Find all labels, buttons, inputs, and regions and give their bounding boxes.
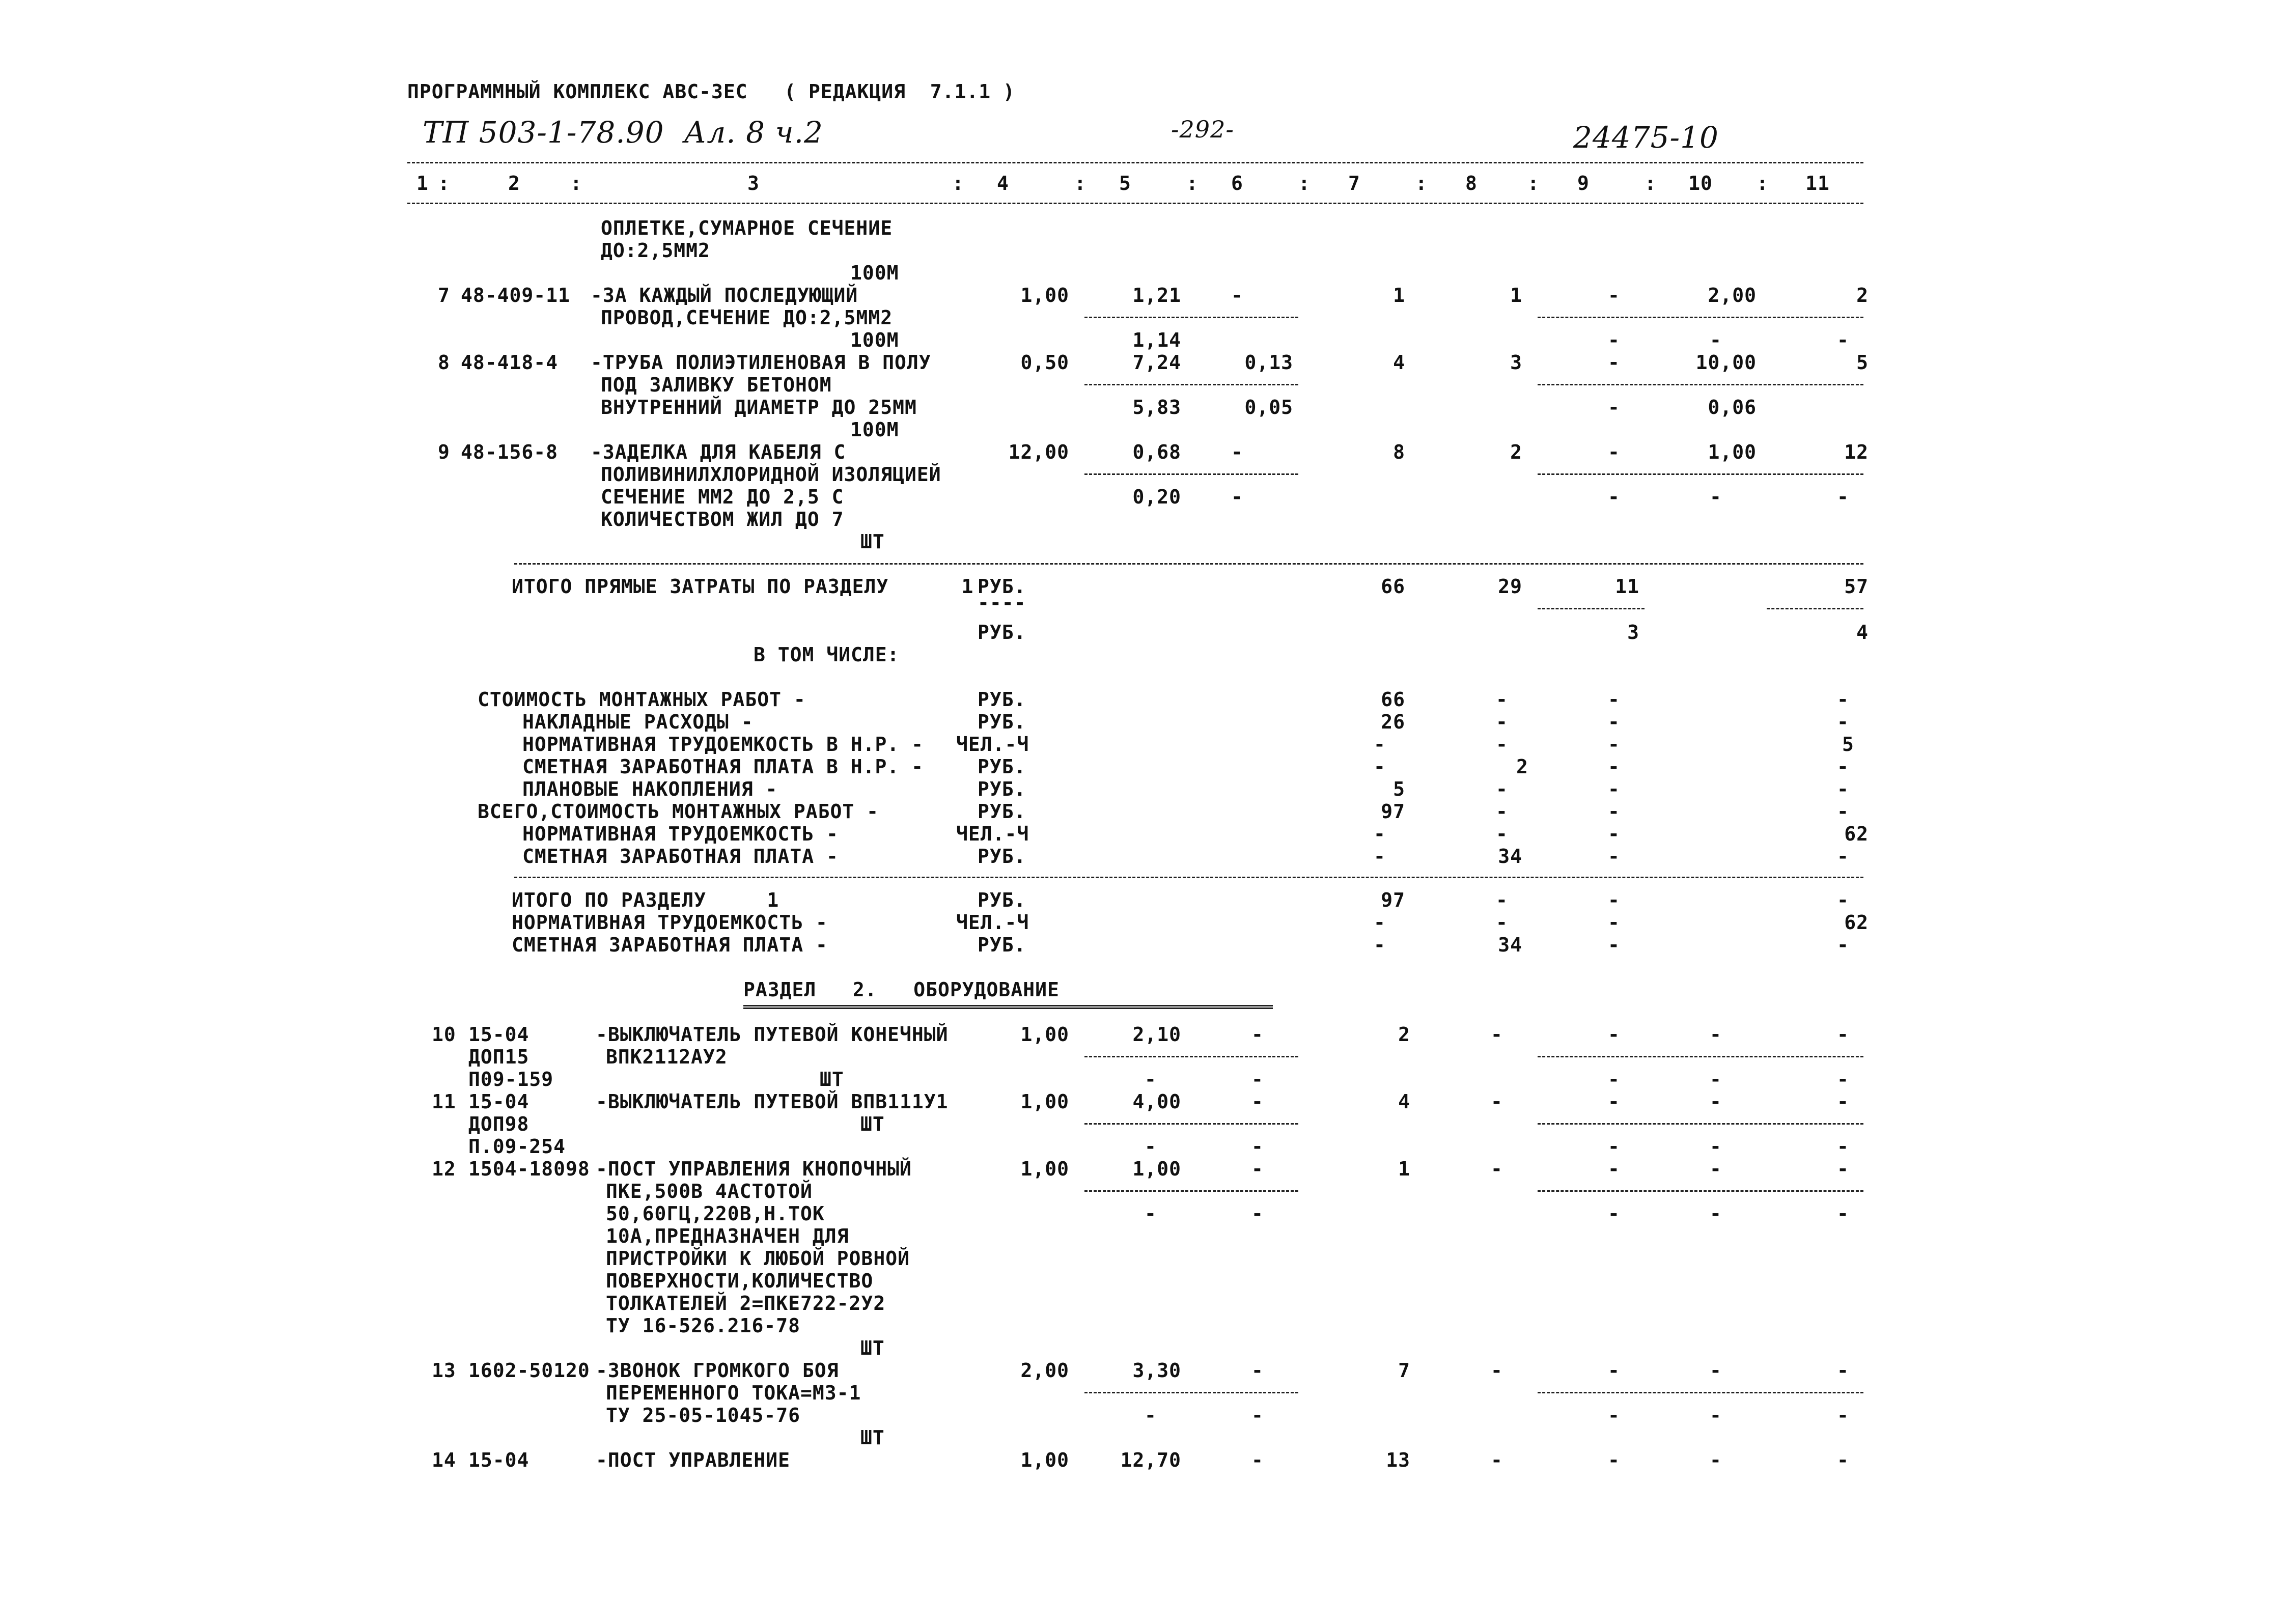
cell-s6: - [1251, 1135, 1264, 1158]
col-sep: : [1298, 172, 1311, 194]
cell-c10: - [1710, 1090, 1722, 1113]
cell-c8: - [1491, 1359, 1503, 1382]
row-desc: СЕЧЕНИЕ ММ2 ДО 2,5 С [601, 486, 844, 508]
cell-c6: 0,13 [1244, 351, 1293, 374]
cell-c8: - [1496, 911, 1508, 934]
cell-c9: - [1608, 351, 1620, 374]
row-desc: -ЗА КАЖДЫЙ ПОСЛЕДУЮЩИЙ [591, 284, 858, 306]
section-2-title: РАЗДЕЛ 2. ОБОРУДОВАНИЕ [743, 978, 1060, 1001]
row-desc: -ЗАДЕЛКА ДЛЯ КАБЕЛЯ С [591, 441, 846, 463]
row-desc: -ПОСТ УПРАВЛЕНИЯ КНОПОЧНЫЙ [596, 1158, 912, 1180]
breakdown-unit: ЧЕЛ.-Ч [956, 733, 1029, 755]
cell-c7: 97 [1381, 800, 1405, 823]
row-number: 7 [438, 284, 450, 306]
totals-dash: ---- [978, 592, 1026, 614]
cell-c11: - [1837, 1023, 1849, 1046]
cell-c7: 1 [1393, 284, 1405, 306]
cell-c7: 66 [1381, 688, 1405, 711]
cell-c9: - [1608, 911, 1620, 934]
row-unit: ШТ [820, 1068, 844, 1090]
col-sep: : [1415, 172, 1428, 194]
cell-c6: - [1251, 1090, 1264, 1113]
header-rule-top [407, 162, 1863, 163]
cell-s5: - [1145, 1068, 1157, 1090]
totals-label: ИТОГО ПРЯМЫЕ ЗАТРАТЫ ПО РАЗДЕЛУ 1 [512, 575, 974, 598]
cell-c10: - [1710, 1023, 1722, 1046]
cell-c9: - [1608, 688, 1620, 711]
col-9: 9 [1577, 172, 1590, 194]
cell-s6: - [1231, 486, 1243, 508]
cell-s6: - [1251, 1404, 1264, 1426]
cell-c7: 4 [1393, 351, 1405, 374]
cell-c7: 13 [1386, 1449, 1410, 1471]
row-number: 13 [432, 1359, 456, 1382]
cell-c6: - [1231, 441, 1243, 463]
sub-rule [1084, 1123, 1298, 1125]
sub-rule [1538, 317, 1863, 318]
row-number: 12 [432, 1158, 456, 1180]
col-4: 4 [997, 172, 1009, 194]
breakdown-unit: РУБ. [978, 845, 1026, 867]
cell-s10: 0,06 [1708, 396, 1757, 418]
col-sep: : [1186, 172, 1199, 194]
cell-c9: - [1608, 755, 1620, 778]
cell-s9: - [1608, 1068, 1620, 1090]
cell-c9: - [1608, 1158, 1620, 1180]
section-2-underline [743, 1005, 1273, 1009]
cell-s10: - [1710, 1068, 1722, 1090]
row-desc: ВПК2112АУ2 [606, 1046, 728, 1068]
breakdown-label: ВСЕГО,СТОИМОСТЬ МОНТАЖНЫХ РАБОТ - [478, 800, 879, 823]
row-code: 1504-18098 [468, 1158, 590, 1180]
cell-s5: - [1145, 1202, 1157, 1225]
row-code: ДОП15 [468, 1046, 530, 1068]
cell-s9: - [1608, 1202, 1620, 1225]
cell-c9: - [1608, 1449, 1620, 1471]
cell-c6: - [1231, 284, 1243, 306]
row-desc: ПОВЕРХНОСТИ,КОЛИЧЕСТВО [606, 1270, 874, 1292]
cell-c11: 2 [1856, 284, 1869, 306]
cell-c6: - [1251, 1449, 1264, 1471]
breakdown-unit: РУБ. [978, 755, 1026, 778]
cell-c8: - [1496, 778, 1508, 800]
cell-s11: - [1837, 1135, 1849, 1158]
row-desc: ПКЕ,500В 4АСТОТОЙ [606, 1180, 813, 1202]
cell-c9: - [1608, 889, 1620, 911]
cell-c7: - [1374, 733, 1386, 755]
col-1: 1 [416, 172, 429, 194]
cell-c8: 3 [1510, 351, 1522, 374]
cell-c5: 12,70 [1120, 1449, 1181, 1471]
cell-c4: 12,00 [1008, 441, 1069, 463]
cell-c6: - [1251, 1158, 1264, 1180]
cell-c8: - [1496, 823, 1508, 845]
cell-c7: - [1374, 911, 1386, 934]
row-desc: -ЗВОНОК ГРОМКОГО БОЯ [596, 1359, 839, 1382]
cell-c11: - [1837, 845, 1849, 867]
row-0-desc-2: ДО:2,5ММ2 [601, 239, 710, 262]
cell-c4: 1,00 [1020, 1158, 1069, 1180]
cell-c8: 2 [1510, 441, 1522, 463]
cell-c11: - [1837, 1090, 1849, 1113]
cell-c11: - [1837, 688, 1849, 711]
col-8: 8 [1465, 172, 1478, 194]
cell-c10: - [1710, 1158, 1722, 1180]
sub-rule [1538, 1056, 1863, 1057]
cell-s10: - [1710, 1404, 1722, 1426]
cell-c9: - [1608, 733, 1620, 755]
cell-c8: - [1496, 688, 1508, 711]
cell-c7: 5 [1393, 778, 1405, 800]
row-code: 15-04 [468, 1023, 530, 1046]
cell-s11: - [1837, 1404, 1849, 1426]
row-desc: 10А,ПРЕДНАЗНАЧЕН ДЛЯ [606, 1225, 849, 1247]
cell-c10: 1,00 [1708, 441, 1757, 463]
cell-s5: 5,83 [1132, 396, 1181, 418]
sub-rule [1084, 1056, 1298, 1057]
totals-unit-2: РУБ. [978, 621, 1026, 643]
cell-c9: - [1608, 1090, 1620, 1113]
row-desc: -ВЫКЛЮЧАТЕЛЬ ПУТЕВОЙ ВПВ111У1 [596, 1090, 949, 1113]
totals-label: НОРМАТИВНАЯ ТРУДОЕМКОСТЬ - [512, 911, 828, 934]
cell-c8: - [1496, 711, 1508, 733]
cell-c7: 8 [1393, 441, 1405, 463]
sub-rule [1538, 1123, 1863, 1125]
cell-s5: 1,14 [1132, 329, 1181, 351]
row-number: 10 [432, 1023, 456, 1046]
row-unit: ШТ [860, 1426, 885, 1449]
row-number: 11 [432, 1090, 456, 1113]
sub-rule [1538, 1190, 1863, 1192]
sub-rule [1538, 384, 1863, 385]
cell-s9: - [1608, 329, 1620, 351]
cell-c11: - [1837, 711, 1849, 733]
col-7: 7 [1348, 172, 1360, 194]
totals-label: СМЕТНАЯ ЗАРАБОТНАЯ ПЛАТА - [512, 934, 828, 956]
cell-c10: - [1710, 1359, 1722, 1382]
cell-c11: 5 [1842, 733, 1854, 755]
cell-c11: - [1837, 800, 1849, 823]
cell-c9: - [1608, 778, 1620, 800]
sub-rule [1084, 384, 1298, 385]
sub-rule [1084, 317, 1298, 318]
col-6: 6 [1231, 172, 1243, 194]
breakdown-unit: РУБ. [978, 688, 1026, 711]
cell-c9: - [1608, 823, 1620, 845]
col-sep: : [1645, 172, 1657, 194]
cell-c6: - [1251, 1023, 1264, 1046]
cell-c7: 2 [1398, 1023, 1410, 1046]
row-code: П.09-254 [468, 1135, 566, 1158]
cell-c9b: 3 [1627, 621, 1639, 643]
row-code: 48-156-8 [461, 441, 559, 463]
cell-s9: - [1608, 486, 1620, 508]
cell-c9: - [1608, 1023, 1620, 1046]
cell-c7: 7 [1398, 1359, 1410, 1382]
row-code: 1602-50120 [468, 1359, 590, 1382]
cell-c11: - [1837, 1158, 1849, 1180]
col-5: 5 [1119, 172, 1131, 194]
cell-s9: - [1608, 1135, 1620, 1158]
cell-s9: - [1608, 1404, 1620, 1426]
cell-c4: 2,00 [1020, 1359, 1069, 1382]
breakdown-label: СМЕТНАЯ ЗАРАБОТНАЯ ПЛАТА В Н.Р. - [522, 755, 924, 778]
breakdown-label: СТОИМОСТЬ МОНТАЖНЫХ РАБОТ - [478, 688, 806, 711]
row-code: 15-04 [468, 1449, 530, 1471]
header-rule-bottom [407, 203, 1863, 204]
row-desc: ПЕРЕМЕННОГО ТОКА=МЗ-1 [606, 1382, 861, 1404]
cell-c9: - [1608, 711, 1620, 733]
cell-c8: - [1496, 889, 1508, 911]
cell-c4: 0,50 [1020, 351, 1069, 374]
row-desc: ТОЛКАТЕЛЕЙ 2=ПКЕ722-2У2 [606, 1292, 886, 1314]
cell-c8: - [1496, 733, 1508, 755]
section-rule [514, 877, 1863, 878]
cell-c7: 97 [1381, 889, 1405, 911]
cell-c7: - [1374, 845, 1386, 867]
cell-c11: - [1837, 1359, 1849, 1382]
row-desc: ПОД ЗАЛИВКУ БЕТОНОМ [601, 374, 832, 396]
cell-c5: 2,10 [1132, 1023, 1181, 1046]
cell-c11: 12 [1844, 441, 1869, 463]
cell-c5: 4,00 [1132, 1090, 1181, 1113]
col-sep: : [570, 172, 582, 194]
cell-c5: 3,30 [1132, 1359, 1181, 1382]
cell-c8: 2 [1516, 755, 1528, 778]
cell-c11: - [1837, 889, 1849, 911]
breakdown-unit: РУБ. [978, 778, 1026, 800]
section-rule [514, 563, 1863, 565]
cell-c8: 1 [1510, 284, 1522, 306]
col-3: 3 [747, 172, 760, 194]
col-10: 10 [1688, 172, 1713, 194]
cell-s10: - [1710, 486, 1722, 508]
cell-c9: - [1608, 934, 1620, 956]
cell-c11: 62 [1844, 911, 1869, 934]
page-number: -292- [1171, 116, 1234, 143]
row-desc: -ПОСТ УПРАВЛЕНИЕ [596, 1449, 791, 1471]
col-11: 11 [1805, 172, 1830, 194]
breakdown-unit: РУБ. [978, 800, 1026, 823]
cell-c8: - [1491, 1023, 1503, 1046]
cell-s11: - [1837, 329, 1849, 351]
cell-c7: - [1374, 755, 1386, 778]
row-desc: ПРИСТРОЙКИ К ЛЮБОЙ РОВНОЙ [606, 1247, 910, 1270]
totals-unit: РУБ. [978, 934, 1026, 956]
totals-unit: РУБ. [978, 889, 1026, 911]
cell-c8: - [1491, 1449, 1503, 1471]
cell-s11: - [1837, 1068, 1849, 1090]
cell-c7: 4 [1398, 1090, 1410, 1113]
cell-c10: - [1710, 1449, 1722, 1471]
cell-c8: 34 [1498, 934, 1522, 956]
row-desc: ПРОВОД,СЕЧЕНИЕ ДО:2,5ММ2 [601, 306, 893, 329]
breakdown-unit: РУБ. [978, 711, 1026, 733]
cell-s9: - [1608, 396, 1620, 418]
breakdown-label: СМЕТНАЯ ЗАРАБОТНАЯ ПЛАТА - [522, 845, 839, 867]
row-desc: ТУ 16-526.216-78 [606, 1314, 801, 1337]
row-number: 14 [432, 1449, 456, 1471]
row-desc: ПОЛИВИНИЛХЛОРИДНОЙ ИЗОЛЯЦИЕЙ [601, 463, 941, 486]
sub-rule [1084, 1392, 1298, 1393]
row-code: П09-159 [468, 1068, 554, 1090]
breakdown-label: ПЛАНОВЫЕ НАКОПЛЕНИЯ - [522, 778, 778, 800]
row-unit: 100М [850, 329, 899, 351]
cell-c8: - [1491, 1090, 1503, 1113]
row-0-unit: 100М [850, 262, 899, 284]
cell-s11: - [1837, 486, 1849, 508]
col-sep: : [438, 172, 450, 194]
cell-c7: 66 [1381, 575, 1405, 598]
cell-c4: 1,00 [1020, 284, 1069, 306]
cell-c5: 7,24 [1132, 351, 1181, 374]
cell-c11: 62 [1844, 823, 1869, 845]
cell-c7: - [1374, 823, 1386, 845]
sub-rule [1538, 1392, 1863, 1393]
row-code: 48-409-11 [461, 284, 570, 306]
cell-s5: - [1145, 1135, 1157, 1158]
col-sep: : [952, 172, 964, 194]
row-desc: ТУ 25-05-1045-76 [606, 1404, 801, 1426]
row-unit: ШТ [860, 1337, 885, 1359]
cell-c9: - [1608, 284, 1620, 306]
row-desc: КОЛИЧЕСТВОМ ЖИЛ ДО 7 [601, 508, 844, 530]
row-code: 15-04 [468, 1090, 530, 1113]
document-code: 24475-10 [1573, 120, 1719, 155]
row-desc: -ВЫКЛЮЧАТЕЛЬ ПУТЕВОЙ КОНЕЧНЫЙ [596, 1023, 949, 1046]
row-unit: 100М [850, 418, 899, 441]
cell-c11: - [1837, 755, 1849, 778]
cell-s10: - [1710, 1135, 1722, 1158]
row-desc: ВНУТРЕННИЙ ДИАМЕТР ДО 25ММ [601, 396, 917, 418]
col-2: 2 [508, 172, 520, 194]
totals-unit: ЧЕЛ.-Ч [956, 911, 1029, 934]
row-0-desc: ОПЛЕТКЕ,СУМАРНОЕ СЕЧЕНИЕ [601, 217, 893, 239]
breakdown-label: НАКЛАДНЫЕ РАСХОДЫ - [522, 711, 754, 733]
cell-c5: 0,68 [1132, 441, 1181, 463]
col-sep: : [1074, 172, 1086, 194]
cell-c8: - [1491, 1158, 1503, 1180]
col-sep: : [1527, 172, 1540, 194]
row-code: ДОП98 [468, 1113, 530, 1135]
cell-c4: 1,00 [1020, 1449, 1069, 1471]
cell-c8: 34 [1498, 845, 1522, 867]
breakdown-label: НОРМАТИВНАЯ ТРУДОЕМКОСТЬ В Н.Р. - [522, 733, 924, 755]
totals-label: ИТОГО ПО РАЗДЕЛУ 1 [512, 889, 779, 911]
cell-c10: 2,00 [1708, 284, 1757, 306]
cell-c8: 29 [1498, 575, 1522, 598]
row-desc: -ТРУБА ПОЛИЭТИЛЕНОВАЯ В ПОЛУ [591, 351, 931, 374]
including-label: В ТОМ ЧИСЛЕ: [754, 643, 900, 666]
breakdown-unit: ЧЕЛ.-Ч [956, 823, 1029, 845]
sub-rule [1538, 608, 1645, 609]
cell-c9: 11 [1615, 575, 1639, 598]
cell-c4: 1,00 [1020, 1023, 1069, 1046]
cell-c6: - [1251, 1359, 1264, 1382]
cell-c7: - [1374, 934, 1386, 956]
cell-s5: 0,20 [1132, 486, 1181, 508]
cell-c10: 10,00 [1695, 351, 1757, 374]
row-number: 8 [438, 351, 450, 374]
cell-s6: 0,05 [1244, 396, 1293, 418]
cell-c5: 1,00 [1132, 1158, 1181, 1180]
cell-c9: - [1608, 845, 1620, 867]
program-header: ПРОГРАММНЫЙ КОМПЛЕКС АВС-3ЕС ( РЕДАКЦИЯ 7.1.1 ) [407, 80, 1015, 103]
sub-rule [1767, 608, 1863, 609]
breakdown-label: НОРМАТИВНАЯ ТРУДОЕМКОСТЬ - [522, 823, 839, 845]
totals-unit: РУБ. [978, 575, 1026, 598]
cell-c9: - [1608, 441, 1620, 463]
cell-c5: 1,21 [1132, 284, 1181, 306]
row-desc: 50,60ГЦ,220В,Н.ТОК [606, 1202, 825, 1225]
row-code: 48-418-4 [461, 351, 559, 374]
sub-rule [1084, 1190, 1298, 1192]
cell-c7: 26 [1381, 711, 1405, 733]
cell-s11: - [1837, 1202, 1849, 1225]
cell-c11: 5 [1856, 351, 1869, 374]
cell-s5: - [1145, 1404, 1157, 1426]
row-unit: ШТ [860, 1113, 885, 1135]
row-number: 9 [438, 441, 450, 463]
cell-c9: - [1608, 1359, 1620, 1382]
cell-s10: - [1710, 1202, 1722, 1225]
cell-c4: 1,00 [1020, 1090, 1069, 1113]
cell-c11: - [1837, 778, 1849, 800]
row-unit: ШТ [860, 530, 885, 553]
cell-s6: - [1251, 1068, 1264, 1090]
cell-c11: - [1837, 934, 1849, 956]
cell-c9: - [1608, 800, 1620, 823]
document-reference: ТП 503-1-78.90 Ал. 8 ч.2 [423, 115, 823, 150]
cell-c11: 57 [1844, 575, 1869, 598]
sub-rule [1084, 473, 1298, 475]
cell-c8: - [1496, 800, 1508, 823]
cell-s10: - [1710, 329, 1722, 351]
col-sep: : [1757, 172, 1769, 194]
cell-c11: - [1837, 1449, 1849, 1471]
cell-c11b: 4 [1856, 621, 1869, 643]
cell-c7: 1 [1398, 1158, 1410, 1180]
sub-rule [1538, 473, 1863, 475]
cell-s6: - [1251, 1202, 1264, 1225]
